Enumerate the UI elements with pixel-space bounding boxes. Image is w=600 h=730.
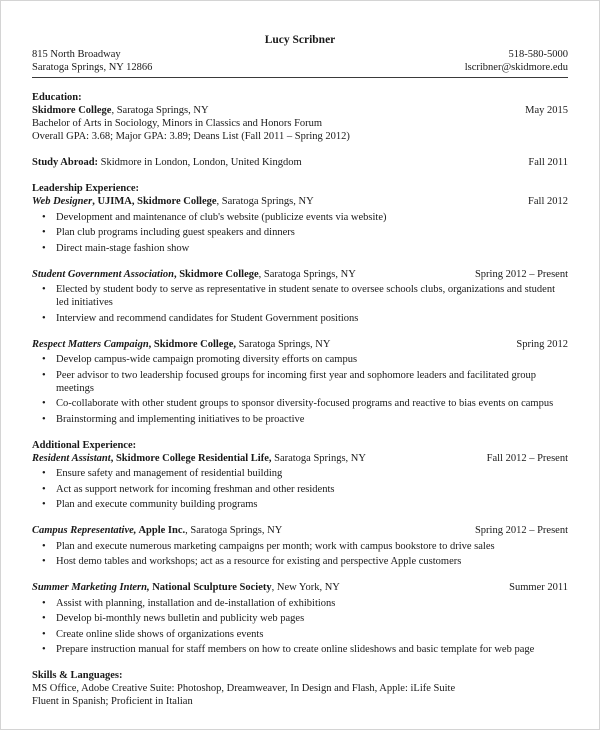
study-abroad	[32, 156, 302, 169]
entry-date: Spring 2012	[516, 338, 568, 350]
bullet-item: • Host demo tables and workshops; act as a resource for existing and perspective Apple customers	[56, 555, 568, 568]
entry-student-government	[32, 268, 568, 325]
entry-respect-matters	[32, 338, 568, 426]
section-education	[32, 91, 568, 143]
phone-number: 518-580-5000	[508, 49, 568, 60]
entry-location: , Saratoga Springs, NY	[258, 268, 356, 280]
header-divider	[32, 77, 568, 78]
bullet-item: • Plan and execute numerous marketing campaigns per month; work with campus bookstore to drive sales	[56, 540, 568, 553]
address-line1: 815 North Broadway	[32, 49, 121, 60]
bullet-item: • Co-collaborate with other student groups to sponsor diversity-focused programs and reactive to bias events on campus	[56, 397, 568, 410]
bullet-item: • Create online slide shows of organizations events	[56, 628, 568, 641]
bullet-item: • Prepare instruction manual for staff members on how to create online slideshows and basic template for web page	[56, 643, 568, 656]
skills-line2: Fluent in Spanish; Proficient in Italian	[32, 696, 193, 707]
bullet-item: • Plan and execute community building programs	[56, 498, 568, 511]
entry-org: National Sculpture Society	[149, 582, 272, 593]
section-additional	[32, 439, 568, 657]
entry-summer-marketing-intern	[32, 581, 568, 656]
entry-date: Fall 2012 – Present	[486, 452, 568, 464]
entry-location: Saratoga Springs, NY	[271, 452, 366, 464]
entry-location: , Saratoga Springs, NY	[185, 525, 283, 536]
entry-title: Web Designer	[32, 196, 93, 207]
education-date: May 2015	[525, 105, 568, 116]
person-name: Lucy Scribner	[264, 34, 336, 46]
education-school	[32, 104, 209, 117]
entry-date: Fall 2012	[528, 196, 568, 207]
education-degree: Bachelor of Arts in Sociology, Minors in Classics and Honors Forum	[32, 118, 323, 129]
entry-resident-assistant	[32, 452, 568, 512]
study-abroad-line	[32, 156, 568, 169]
section-study-abroad	[32, 156, 568, 169]
entry-title: Summer Marketing Intern,	[32, 582, 150, 593]
skills-line1: MS Office, Adobe Creative Suite: Photoshop, Dreamweaver, In Design and Flash, Apple: iLife Suite	[32, 683, 456, 694]
bullet-item: • Act as support network for incoming freshman and other residents	[56, 483, 568, 496]
bullet-item: • Assist with planning, installation and de-installation of exhibitions	[56, 597, 568, 610]
entry-org: , Skidmore College,	[148, 338, 236, 350]
school-name: Skidmore College	[32, 105, 112, 116]
bullet-item: • Develop bi-monthly news bulletin and publicity web pages	[56, 612, 568, 625]
study-abroad-label: Study Abroad:	[32, 157, 99, 168]
entry-date: Spring 2012 – Present	[474, 268, 568, 280]
bullet-item: • Peer advisor to two leadership focused groups for incoming first year and sophomore leaders and facilitated group meetings	[56, 369, 568, 395]
education-heading: Education:	[32, 92, 82, 103]
bullet-item: • Direct main-stage fashion show	[56, 242, 568, 255]
section-leadership	[32, 182, 568, 426]
contact-row-2	[32, 61, 568, 74]
entry-org: Apple Inc.	[136, 525, 186, 536]
contact-row-1	[32, 48, 568, 61]
entry-web-designer	[32, 195, 568, 255]
bullet-list	[32, 211, 568, 255]
education-gpa: Overall GPA: 3.68; Major GPA: 3.89; Deans List (Fall 2011 – Spring 2012)	[32, 131, 350, 142]
entry-title: Campus Representative,	[32, 525, 137, 536]
bullet-list	[32, 597, 568, 657]
entry-campus-representative	[32, 524, 568, 568]
bullet-list	[32, 467, 568, 511]
bullet-item: • Plan club programs including guest speakers and dinners	[56, 226, 568, 239]
section-skills	[32, 669, 568, 708]
bullet-list	[32, 353, 568, 426]
study-abroad-text: Skidmore in London, London, United Kingdom	[98, 157, 302, 168]
entry-location: Saratoga Springs, NY	[235, 338, 331, 350]
entry-org: , Skidmore College Residential Life,	[110, 452, 272, 464]
bullet-list	[32, 540, 568, 569]
entry-location: , Saratoga Springs, NY	[216, 196, 314, 207]
bullet-list	[32, 283, 568, 325]
bullet-item: • Development and maintenance of club's website (publicize events via website)	[56, 211, 568, 224]
entry-date: Summer 2011	[509, 582, 568, 593]
education-school-line	[32, 104, 568, 117]
entry-date: Spring 2012 – Present	[474, 525, 568, 536]
address-line2: Saratoga Springs, NY 12866	[32, 62, 153, 73]
skills-heading: Skills & Languages:	[32, 670, 123, 681]
additional-heading: Additional Experience:	[32, 439, 137, 451]
bullet-item: • Interview and recommend candidates for Student Government positions	[56, 312, 568, 325]
bullet-item: • Ensure safety and management of residential building	[56, 467, 568, 480]
entry-org: , UJIMA, Skidmore College	[92, 196, 217, 207]
bullet-item: • Brainstorming and implementing initiatives to be proactive	[56, 413, 568, 426]
leadership-heading: Leadership Experience:	[32, 183, 140, 194]
school-location: , Saratoga Springs, NY	[111, 105, 209, 116]
email-address: lscribner@skidmore.edu	[464, 62, 568, 73]
study-abroad-date: Fall 2011	[528, 157, 568, 168]
entry-title: Resident Assistant	[32, 452, 111, 464]
bullet-item: • Elected by student body to serve as representative in student senate to oversee schools clubs, organizations and student led initiatives	[56, 283, 568, 309]
entry-location: , New York, NY	[271, 582, 340, 593]
entry-title: Respect Matters Campaign	[32, 338, 149, 350]
bullet-item: • Develop campus-wide campaign promoting diversity efforts on campus	[56, 353, 568, 366]
entry-title: Student Government Association	[32, 268, 174, 280]
entry-org: , Skidmore College	[173, 268, 259, 280]
